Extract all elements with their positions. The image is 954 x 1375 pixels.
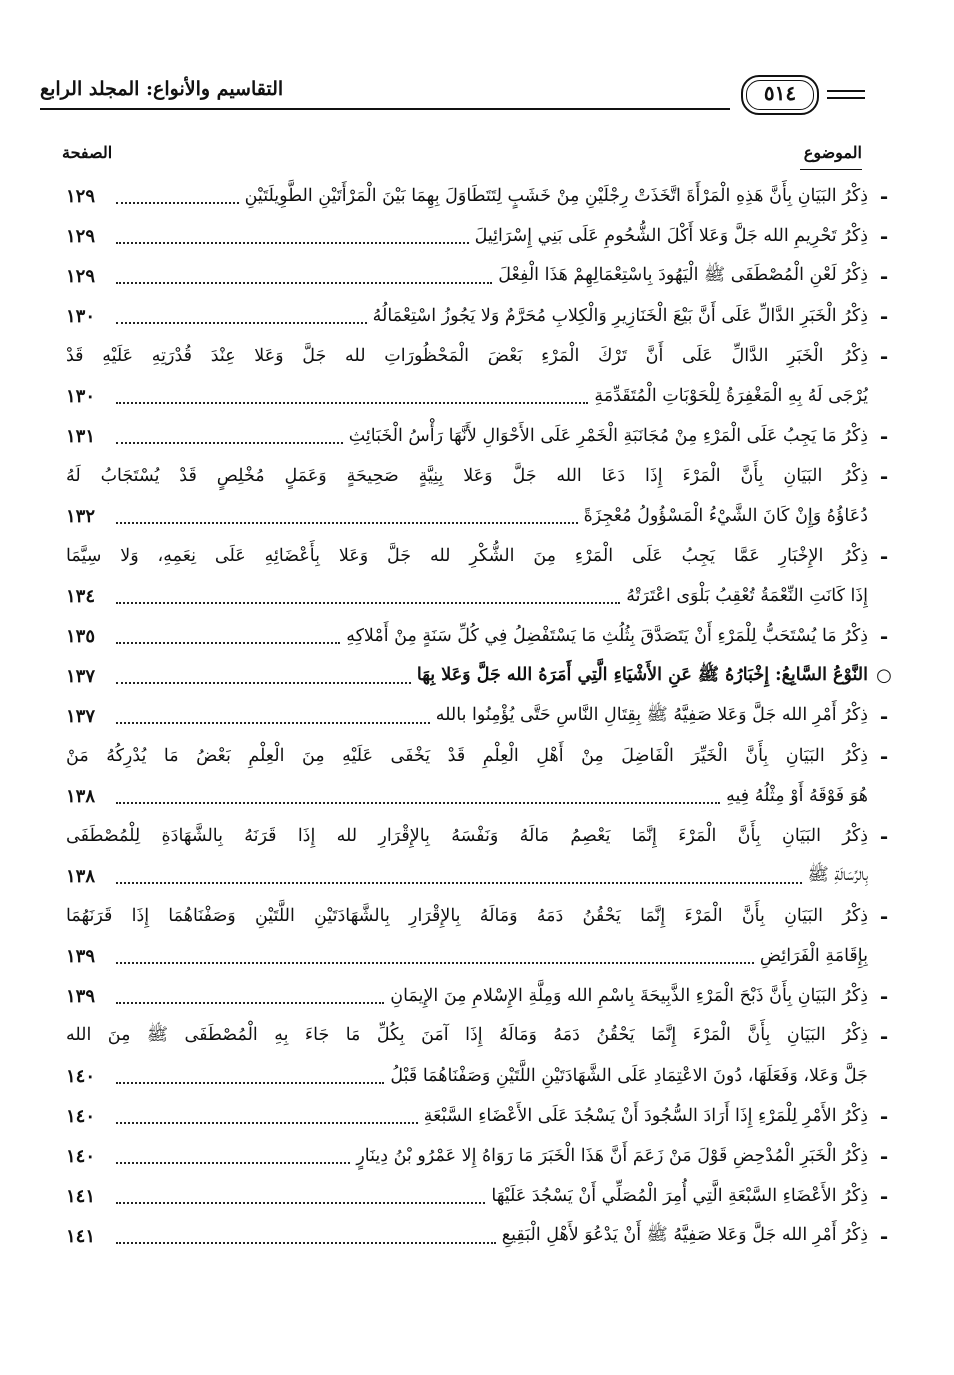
entry-page-number: ١٤١ — [66, 1225, 96, 1247]
entry-dash-marker: - — [879, 1184, 889, 1208]
entry-dash-marker: - — [879, 344, 889, 368]
index-entry — [66, 536, 889, 616]
entry-text: يُرْجَى لَهُ بِهِ الْمَغْفِرَةُ لِلْحَوْبَاتِ الْمُتَقَدِّمَةِ — [594, 386, 868, 406]
entry-line — [66, 696, 868, 736]
entry-line — [66, 1096, 868, 1136]
entry-dash-marker: - — [879, 744, 889, 768]
entry-page-number: ١٤٠ — [66, 1145, 96, 1167]
entry-line — [66, 1056, 868, 1096]
index-entry — [66, 616, 889, 656]
entry-page-number: ١٣٩ — [66, 985, 96, 1007]
dot-leader — [116, 882, 802, 884]
entry-line — [66, 1176, 868, 1216]
entry-text: هُوَ فَوْقَهُ أَوْ مِثْلُهُ فِيهِ — [726, 786, 868, 806]
entry-dash-marker: - — [879, 184, 889, 208]
entry-text: ذِكْرُ البَيَانِ بِأَنَّ ذَبْحَ الْمَرْءِ الذَّبِيحَةَ بِاسْمِ الله وَمِلَّةِ الإِسْلامِ مِنَ الإِيمَانِ — [390, 986, 868, 1006]
entry-text: ذِكْرُ البَيَانِ بِأَنَّ هَذِهِ الْمَرْأَةَ اتَّخَذَتْ رِجْلَيْنِ مِنْ خَشَبٍ لِتَتَطَاوَلَ بِهِمَا بَيْنَ الْمَرْأَتَيْنِ الطَّوِيلَتَيْنِ — [244, 186, 868, 206]
index-entry — [66, 1136, 889, 1176]
entry-line — [66, 256, 868, 296]
entry-line — [66, 616, 868, 656]
entry-dash-marker: - — [879, 424, 889, 448]
entry-text: إِذَا كَانَتِ النِّعْمَةُ تُعْقِبُ بَلْوَى اعْتَرَتْهُ — [626, 586, 868, 606]
entry-dash-marker: - — [879, 824, 889, 848]
index-entry — [66, 1096, 889, 1136]
entry-page-number: ١٣٩ — [66, 945, 96, 967]
entry-line — [66, 816, 868, 856]
entry-text: ذِكْرُ الأَعْضَاءِ السَّبْعَةِ الَّتِي أُمِرَ الْمُصَلِّي أَنْ يَسْجُدَ عَلَيْهَا — [491, 1186, 868, 1206]
entry-dash-marker: - — [879, 1104, 889, 1128]
dot-leader — [116, 682, 411, 684]
entry-text: ذِكْرُ مَا يُسْتَحَبُّ لِلْمَرْءِ أَنْ يَتَصَدَّقَ بِثُلُثِ مَا يَسْتَفْضِلُ فِي كُلِّ سَنَةٍ مِنْ أَمْلاكِهِ — [346, 626, 868, 646]
entry-page-number: ١٣٨ — [66, 785, 96, 807]
entry-page-number: ١٢٩ — [66, 225, 96, 247]
entry-text: ذِكْرُ البَيَانِ بِأَنَّ الْمَرْءَ إِذَا دَعَا الله جَلَّ وَعَلا بِنِيَّةٍ صَحِيحَةٍ وَعَمَلٍ مُخْلِصٍ قَدْ يُسْتَجَابُ لَهُ — [66, 466, 868, 486]
index-entry — [66, 736, 889, 816]
entry-text: ذِكْرُ الإِخْبَارِ عَمَّا يَجِبُ عَلَى الْمَرْءِ مِنَ الشُّكْرِ لله جَلَّ وَعَلا بِأَعْضَائِهِ عَلَى نِعَمِهِ، وَلا سِيَّمَا — [66, 546, 868, 566]
entry-page-number: ١٢٩ — [66, 265, 96, 287]
entry-text: ذِكْرُ أَمْرِ الله جَلَّ وَعَلا صَفِيَّهُ ﷺ بِقِتَالِ النَّاسِ حَتَّى يُؤْمِنُوا بالله — [435, 705, 868, 725]
entry-page-number: ١٣٥ — [66, 625, 96, 647]
dot-leader — [116, 962, 754, 964]
entry-page-number: ١٣٤ — [66, 585, 96, 607]
topic-label-underline — [800, 169, 862, 170]
entry-page-number: ١٣٢ — [66, 505, 96, 527]
dot-leader — [116, 442, 343, 444]
dot-leader — [116, 602, 620, 604]
dot-leader — [116, 282, 492, 284]
entry-text: ذِكْرُ لَعْنِ الْمُصْطَفَى ﷺ الْيَهُودَ بِاسْتِعْمَالِهِمْ هَذَا الْفِعْلَ — [498, 265, 868, 285]
index-entry — [66, 176, 889, 216]
entry-line — [66, 776, 868, 816]
entry-text: جَلَّ وَعَلا، وَفَعَلَهَا، دُونَ الاعْتِمَادِ عَلَى الشَّهَادَتَيْنِ اللَّتَيْنِ وَصَفْنَاهُمَا قَبْلُ — [390, 1066, 868, 1086]
entry-dash-marker: - — [879, 464, 889, 488]
entry-line — [66, 416, 868, 456]
entry-page-number: ١٣١ — [66, 425, 96, 447]
dot-leader — [116, 642, 340, 644]
entry-page-number: ١٣٧ — [66, 665, 96, 687]
index-entry — [66, 1216, 889, 1256]
dot-leader — [116, 522, 578, 524]
entry-dash-marker: - — [879, 1224, 889, 1248]
entry-line — [66, 976, 868, 1016]
index-entry — [66, 696, 889, 736]
entry-line — [66, 1216, 868, 1256]
section-heading-entry — [66, 656, 892, 696]
entry-line — [66, 296, 868, 336]
dot-leader — [116, 1082, 384, 1084]
dot-leader — [116, 402, 588, 404]
entry-line — [66, 336, 868, 376]
entry-text: دُعَاؤُهُ وَإِنْ كَانَ الشَّيْءُ الْمَسْؤُولُ مُعْجِزَةً — [583, 506, 868, 526]
entry-text: ذِكْرُ الأَمْرِ لِلْمَرْءِ إِذَا أَرَادَ السُّجُودَ أَنْ يَسْجُدَ عَلَى الأَعْضَاءِ السَّبْعَةِ — [423, 1106, 868, 1126]
entry-text: ذِكْرُ تَحْرِيمِ الله جَلَّ وَعَلا أَكْلَ الشُّحُومِ عَلَى بَنِي إِسْرَائِيلَ — [474, 226, 868, 246]
entry-page-number: ١٢٩ — [66, 185, 96, 207]
entry-text: ذِكْرُ أَمْرِ الله جَلَّ وَعَلا صَفِيَّهُ ﷺ أَنْ يَدْعُوَ لأَهْلِ الْبَقِيعِ — [501, 1225, 868, 1245]
page-number: ٥١٤ — [763, 81, 797, 105]
entry-line — [66, 376, 868, 416]
entry-dash-marker: - — [879, 624, 889, 648]
entry-text: ذِكْرُ البَيَانِ بِأَنَّ الْمَرْءَ إِنَّمَا يَعْصِمُ مَالَهُ وَنَفْسَهُ بِالإِقْرَارِ لله إِذَا قَرَنَهُ بِالشَّهَادَةِ لِلْمُصْطَفَى — [66, 826, 868, 846]
dot-leader — [116, 722, 430, 724]
entry-text: ذِكْرُ البَيَانِ بِأَنَّ الْمَرْءَ إِنَّمَا يَحْقُنُ دَمَهُ وَمَالَهُ إِذَا آمَنَ بِكُلِّ مَا جَاءَ بِهِ الْمُصْطَفَى ﷺ مِنَ الله — [66, 1025, 868, 1045]
index-entry — [66, 896, 889, 976]
dot-leader — [116, 242, 469, 244]
entry-dash-marker: - — [879, 904, 889, 928]
index-entry — [66, 336, 889, 416]
entry-page-number: ١٤٠ — [66, 1065, 96, 1087]
index-entry — [66, 256, 889, 296]
entry-page-number: ١٣٧ — [66, 705, 96, 727]
dot-leader — [116, 1002, 384, 1004]
entry-line — [66, 936, 868, 976]
entry-line — [66, 656, 868, 696]
index-entry — [66, 216, 889, 256]
entry-text: ذِكْرُ الْخَبَرِ الدَّالِّ عَلَى أَنَّ بَيْعَ الْخَنَازِيرِ وَالْكِلابِ مُحَرَّمٌ وَلا يَجُوزُ اسْتِعْمَالُهُ — [372, 306, 868, 326]
entry-line — [66, 736, 868, 776]
entry-dash-marker: - — [879, 544, 889, 568]
entry-line — [66, 496, 868, 536]
index-entry — [66, 296, 889, 336]
entry-line — [66, 216, 868, 256]
entry-text: ذِكْرُ مَا يَجِبُ عَلَى الْمَرْءِ مِنْ مُجَانَبَةِ الْخَمْرِ عَلَى الأَحْوَالِ لأَنَّهَا رَأْسُ الْخَبَائِثِ — [348, 426, 868, 446]
header-rule-right — [827, 90, 865, 99]
page-header — [40, 72, 865, 122]
page-number-frame — [741, 75, 819, 115]
dot-leader — [116, 1202, 485, 1204]
dot-leader — [116, 1162, 350, 1164]
entry-text: بِالرِّسَالَةِ ﷺ — [807, 865, 868, 885]
entry-dash-marker: - — [879, 1144, 889, 1168]
entry-dash-marker: - — [879, 984, 889, 1008]
index-entry — [66, 1016, 889, 1096]
entry-text: ذِكْرُ البَيَانِ بِأَنَّ الْخَيِّرَ الْفَاضِلَ مِنْ أَهْلِ الْعِلْمِ قَدْ يَخْفَى عَلَيْهِ مِنَ الْعِلْمِ بَعْضُ مَا يُدْرِكُهُ مَنْ — [66, 746, 868, 766]
entry-page-number: ١٤٠ — [66, 1105, 96, 1127]
entry-dash-marker: - — [879, 264, 889, 288]
entry-page-number: ١٣٨ — [66, 865, 96, 887]
entry-dash-marker: - — [879, 704, 889, 728]
entry-line — [66, 576, 868, 616]
dot-leader — [116, 1242, 496, 1244]
entry-dash-marker: - — [879, 224, 889, 248]
entry-page-number: ١٤١ — [66, 1185, 96, 1207]
page-column-label: الصفحة — [62, 143, 113, 162]
index-entry — [66, 456, 889, 536]
dot-leader — [116, 1122, 418, 1124]
entry-text: ذِكْرُ البَيَانِ بِأَنَّ الْمَرْءَ إِنَّمَا يَحْقُنُ دَمَهُ وَمَالَهُ بِالإِقْرَارِ بِالشَّهَادَتَيْنِ اللَّتَيْنِ وَصَفْنَاهُمَا إِذَا قَرَنَهُمَا — [66, 906, 868, 926]
entry-line — [66, 856, 868, 896]
entry-line — [66, 456, 868, 496]
dot-leader — [116, 802, 720, 804]
entry-text: النَّوْعُ السَّابِعُ: إِخْبَارُهُ ﷺ عَنِ الأَشْيَاءِ الَّتِي أَمَرَهُ الله جَلَّ وَعَلا بِهَا — [416, 665, 868, 685]
entry-line — [66, 536, 868, 576]
index-entry — [66, 1176, 889, 1216]
entry-line — [66, 176, 868, 216]
entry-text: ذِكْرُ الْخَبَرِ الْمُدْحِضِ قَوْلَ مَنْ زَعَمَ أَنَّ هَذَا الْخَبَرَ مَا رَوَاهُ إِلا عَمْرُو بْنُ دِينَارٍ — [356, 1146, 868, 1166]
entry-line — [66, 1136, 868, 1176]
running-title: التقاسيم والأنواع: المجلد الرابع — [40, 78, 284, 100]
dot-leader — [116, 202, 239, 204]
entry-line — [66, 1016, 868, 1056]
section-circle-marker: ○ — [876, 665, 892, 686]
entry-page-number: ١٣٠ — [66, 305, 96, 327]
entry-page-number: ١٣٠ — [66, 385, 96, 407]
header-rule — [40, 108, 730, 110]
entry-dash-marker: - — [879, 304, 889, 328]
index-entry — [66, 816, 889, 896]
dot-leader — [116, 322, 367, 324]
entry-text: ذِكْرُ الْخَبَرِ الدَّالِّ عَلَى أَنَّ تَرْكَ الْمَرْءِ بَعْضَ الْمَحْظُورَاتِ لله جَلَّ وَعَلا عِنْدَ قُدْرَتِهِ عَلَيْهِ قَدْ — [66, 346, 868, 366]
entry-text: بِإِقَامَةِ الْفَرَائِضِ — [759, 946, 868, 966]
index-entry — [66, 976, 889, 1016]
entry-line — [66, 896, 868, 936]
index-entry — [66, 416, 889, 456]
index-entries — [66, 176, 892, 1256]
entry-dash-marker: - — [879, 1024, 889, 1048]
topic-column-label: الموضوع — [803, 143, 862, 162]
